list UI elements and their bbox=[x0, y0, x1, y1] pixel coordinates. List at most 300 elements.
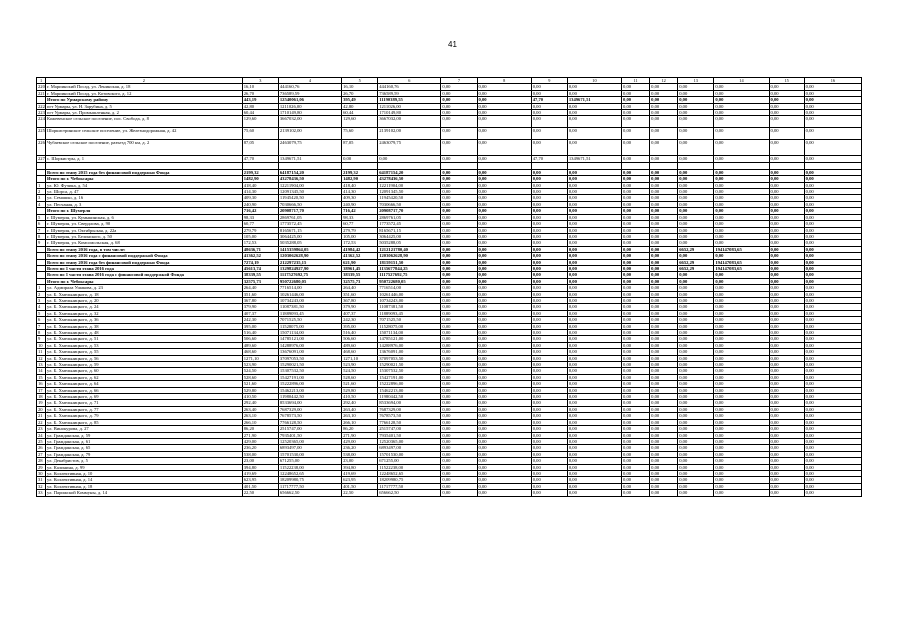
value-cell: 0,00 bbox=[678, 317, 714, 323]
value-cell: 0,00 bbox=[678, 483, 714, 489]
value-cell: 0,00 bbox=[477, 84, 531, 90]
value-cell: 0,00 bbox=[567, 297, 621, 303]
value-cell: 429,00 bbox=[342, 438, 378, 444]
value-cell: 0,00 bbox=[441, 374, 477, 380]
value-cell: 0,00 bbox=[622, 413, 650, 419]
row-number-cell: 17 bbox=[37, 387, 46, 393]
value-cell: 264,40 bbox=[342, 285, 378, 291]
value-cell: 7030666,50 bbox=[378, 201, 441, 207]
address-cell: ул. Б. Хмельницкого, д. 69 bbox=[46, 394, 243, 400]
address-cell: ул. Б. Хмельницкого, д. 79 bbox=[46, 413, 243, 419]
value-cell bbox=[342, 162, 378, 169]
value-cell: 0,00 bbox=[678, 426, 714, 432]
address-cell: ул. Адмирала Ушакова, д. 23 bbox=[46, 285, 243, 291]
value-cell: 489,60 bbox=[342, 342, 378, 348]
value-cell: 0,00 bbox=[622, 349, 650, 355]
value-cell: 0,00 bbox=[567, 458, 621, 464]
value-cell: 0,00 bbox=[531, 169, 567, 175]
value-cell: 0,00 bbox=[769, 156, 804, 162]
value-cell: 11945420,50 bbox=[378, 195, 441, 201]
address-cell: с. Шоркистры, д. 1 bbox=[46, 156, 243, 162]
value-cell: 521,60 bbox=[342, 381, 378, 387]
value-cell: 0,00 bbox=[769, 406, 804, 412]
value-cell: 0,00 bbox=[622, 464, 650, 470]
value-cell: 0,00 bbox=[769, 336, 804, 342]
value-cell: 0,00 bbox=[769, 214, 804, 220]
value-cell: 0,00 bbox=[477, 310, 531, 316]
address-cell: ул. Б. Хмельницкого, д. 51 bbox=[46, 336, 243, 342]
value-cell: 0,00 bbox=[678, 97, 714, 103]
value-cell bbox=[378, 162, 441, 169]
value-cell: 0,00 bbox=[769, 317, 804, 323]
value-cell: 8165671,15 bbox=[278, 227, 341, 233]
value-cell: 15462213,00 bbox=[278, 387, 341, 393]
value-cell: 0,00 bbox=[769, 272, 804, 278]
value-cell: 263,10 bbox=[242, 413, 278, 419]
value-cell: 0,00 bbox=[769, 477, 804, 483]
column-header: 10 bbox=[567, 78, 621, 84]
value-cell: 2869761,05 bbox=[278, 214, 341, 220]
value-cell: 16,10 bbox=[242, 84, 278, 90]
value-cell: 0,00 bbox=[714, 110, 769, 116]
value-cell: 0,00 bbox=[441, 156, 477, 162]
value-cell: 0,00 bbox=[804, 97, 861, 103]
address-cell: Всего по 1 части этапа 2016 года bbox=[46, 265, 243, 271]
value-cell: 0,00 bbox=[531, 195, 567, 201]
value-cell: 0,00 bbox=[769, 278, 804, 284]
value-cell: 0,00 bbox=[441, 304, 477, 310]
value-cell: 0,00 bbox=[678, 182, 714, 188]
value-cell: 0,00 bbox=[477, 304, 531, 310]
value-cell: 0,00 bbox=[622, 176, 650, 182]
value-cell: 0,00 bbox=[804, 140, 861, 156]
value-cell: 87,05 bbox=[342, 140, 378, 156]
value-cell bbox=[769, 162, 804, 169]
value-cell: 0,00 bbox=[678, 438, 714, 444]
value-cell: 0,00 bbox=[441, 342, 477, 348]
address-cell: Итого по г. Чебоксары bbox=[46, 278, 243, 284]
value-cell: 529,80 bbox=[342, 387, 378, 393]
value-cell bbox=[678, 162, 714, 169]
value-cell: 0,00 bbox=[622, 336, 650, 342]
value-cell: 0,00 bbox=[622, 470, 650, 476]
value-cell: 0,00 bbox=[678, 381, 714, 387]
value-cell: 443,19 bbox=[242, 97, 278, 103]
value-cell: 0,00 bbox=[531, 374, 567, 380]
value-cell: 0,00 bbox=[477, 490, 531, 496]
value-cell: 468,60 bbox=[342, 349, 378, 355]
value-cell: 0,00 bbox=[714, 342, 769, 348]
value-cell: 0,00 bbox=[477, 265, 531, 271]
value-cell: 1349671,51 bbox=[278, 156, 341, 162]
address-cell: Итого по Урмарскому району bbox=[46, 97, 243, 103]
value-cell: 0,00 bbox=[567, 368, 621, 374]
value-cell: 0,00 bbox=[567, 246, 621, 252]
value-cell: 0,00 bbox=[567, 176, 621, 182]
value-cell: 0,00 bbox=[477, 278, 531, 284]
value-cell: 0,00 bbox=[804, 278, 861, 284]
value-cell: 671255,00 bbox=[378, 458, 441, 464]
value-cell: 0,00 bbox=[678, 470, 714, 476]
value-cell: 0,00 bbox=[678, 368, 714, 374]
value-cell: 0,00 bbox=[477, 156, 531, 162]
value-cell: 8165671,15 bbox=[378, 227, 441, 233]
value-cell: 0,00 bbox=[441, 265, 477, 271]
value-cell bbox=[278, 162, 341, 169]
value-cell: 0,00 bbox=[650, 483, 678, 489]
value-cell: 1710149,80 bbox=[378, 110, 441, 116]
value-cell: 0,00 bbox=[477, 208, 531, 214]
value-cell: 0,00 bbox=[650, 176, 678, 182]
value-cell: 0,00 bbox=[567, 483, 621, 489]
value-cell: 37097053,50 bbox=[378, 355, 441, 361]
value-cell: 0,00 bbox=[477, 458, 531, 464]
value-cell: 0,00 bbox=[622, 458, 650, 464]
value-cell: 0,00 bbox=[678, 432, 714, 438]
row-number-cell: 3 bbox=[37, 195, 46, 201]
value-cell: 0,00 bbox=[650, 97, 678, 103]
address-cell: Всего по этапу 2016 года без финансовой поддержки Фонда bbox=[46, 259, 243, 265]
value-cell: 0,00 bbox=[622, 189, 650, 195]
address-cell: ул. Гражданская, д. 65 bbox=[46, 445, 243, 451]
address-cell: ул. Парижской Коммуны, д. 14 bbox=[46, 490, 243, 496]
value-cell: 264,40 bbox=[242, 285, 278, 291]
value-cell: 7071525,50 bbox=[278, 317, 341, 323]
value-cell: 0,00 bbox=[804, 342, 861, 348]
housing-register-table bbox=[36, 77, 862, 497]
value-cell bbox=[441, 162, 477, 169]
row-number-cell: 22 bbox=[37, 419, 46, 425]
value-cell: 14785121,00 bbox=[378, 336, 441, 342]
value-cell: 0,00 bbox=[441, 272, 477, 278]
value-cell: 0,00 bbox=[441, 387, 477, 393]
value-cell: 12248652,65 bbox=[278, 470, 341, 476]
value-cell: 0,00 bbox=[769, 368, 804, 374]
value-cell: 0,00 bbox=[441, 116, 477, 128]
value-cell: 0,00 bbox=[531, 278, 567, 284]
value-cell: 0,00 bbox=[714, 400, 769, 406]
value-cell: 0,00 bbox=[678, 445, 714, 451]
value-cell: 1211026,00 bbox=[278, 103, 341, 109]
value-cell bbox=[622, 162, 650, 169]
row-number-cell: 26 bbox=[37, 445, 46, 451]
value-cell: 0,00 bbox=[804, 426, 861, 432]
value-cell: 0,00 bbox=[714, 176, 769, 182]
value-cell: 1773572,45 bbox=[278, 221, 341, 227]
value-cell: 0,00 bbox=[650, 221, 678, 227]
value-cell: 0,00 bbox=[804, 445, 861, 451]
value-cell: 0,00 bbox=[650, 110, 678, 116]
value-cell: 0,00 bbox=[769, 201, 804, 207]
value-cell: 0,00 bbox=[622, 374, 650, 380]
value-cell: 0,00 bbox=[441, 432, 477, 438]
row-number-cell: 25 bbox=[37, 438, 46, 444]
value-cell: 0,00 bbox=[622, 432, 650, 438]
value-cell: 0,00 bbox=[622, 208, 650, 214]
value-cell: 0,00 bbox=[678, 330, 714, 336]
value-cell: 0,00 bbox=[622, 272, 650, 278]
address-cell: ул. Б. Хмельницкого, д. 32 bbox=[46, 310, 243, 316]
value-cell: 0,00 bbox=[441, 259, 477, 265]
value-cell: 7766128,50 bbox=[278, 419, 341, 425]
value-cell: 407,37 bbox=[342, 310, 378, 316]
row-number-cell: 30 bbox=[37, 470, 46, 476]
value-cell: 0,00 bbox=[477, 317, 531, 323]
value-cell bbox=[477, 162, 531, 169]
value-cell: 0,00 bbox=[378, 156, 441, 162]
value-cell: 0,00 bbox=[477, 246, 531, 252]
value-cell: 0,00 bbox=[714, 227, 769, 233]
value-cell: 14288976,00 bbox=[278, 342, 341, 348]
value-cell: 0,00 bbox=[769, 233, 804, 239]
value-cell: 0,00 bbox=[769, 265, 804, 271]
value-cell: 0,00 bbox=[650, 189, 678, 195]
value-cell: 0,00 bbox=[531, 368, 567, 374]
value-cell: 0,00 bbox=[477, 336, 531, 342]
value-cell: 75,60 bbox=[242, 128, 278, 140]
value-cell: 0,00 bbox=[531, 285, 567, 291]
value-cell: 64187154,20 bbox=[278, 169, 341, 175]
address-cell: ул. Б. Хмельницкого, д. 24 bbox=[46, 304, 243, 310]
value-cell: 0,00 bbox=[531, 90, 567, 96]
value-cell: 2463079,75 bbox=[278, 140, 341, 156]
value-cell: 0,00 bbox=[441, 233, 477, 239]
value-cell: 0,00 bbox=[714, 285, 769, 291]
value-cell: 0,00 bbox=[714, 419, 769, 425]
value-cell: 1329824927,90 bbox=[278, 265, 341, 271]
value-cell: 0,00 bbox=[678, 413, 714, 419]
value-cell: 0,00 bbox=[531, 323, 567, 329]
value-cell: 0,00 bbox=[441, 253, 477, 259]
value-cell: 0,00 bbox=[567, 304, 621, 310]
value-cell: 0,00 bbox=[441, 445, 477, 451]
value-cell: 129,60 bbox=[342, 116, 378, 128]
value-cell: 538,00 bbox=[242, 451, 278, 457]
value-cell: 395,49 bbox=[342, 97, 378, 103]
value-cell: 0,00 bbox=[769, 483, 804, 489]
value-cell: 0,00 bbox=[678, 342, 714, 348]
value-cell: 0,00 bbox=[567, 323, 621, 329]
value-cell: 524,50 bbox=[242, 368, 278, 374]
value-cell: 10261446,00 bbox=[378, 291, 441, 297]
value-cell: 0,00 bbox=[714, 97, 769, 103]
value-cell: 0,00 bbox=[678, 214, 714, 220]
value-cell: 0,00 bbox=[678, 90, 714, 96]
value-cell: 521,60 bbox=[242, 381, 278, 387]
value-cell: 14785121,00 bbox=[278, 336, 341, 342]
value-cell: 0,00 bbox=[622, 291, 650, 297]
address-cell: ул. Коллективная, д. 10 bbox=[46, 470, 243, 476]
row-number-cell: 33 bbox=[37, 490, 46, 496]
value-cell: 0,00 bbox=[567, 189, 621, 195]
value-cell: 0,00 bbox=[622, 310, 650, 316]
address-cell: Итого по г. Чебоксары bbox=[46, 176, 243, 182]
column-header: 4 bbox=[278, 78, 341, 84]
value-cell: 1773572,45 bbox=[378, 221, 441, 227]
address-cell: ул. Б. Хмельницкого, д. 53 bbox=[46, 342, 243, 348]
value-cell: 0,00 bbox=[622, 362, 650, 368]
value-cell: 0,00 bbox=[567, 464, 621, 470]
value-cell: 0,00 bbox=[531, 317, 567, 323]
value-cell: 0,00 bbox=[769, 438, 804, 444]
address-cell: ул. Б. Хмельницкого, д. 62 bbox=[46, 374, 243, 380]
value-cell: 242,30 bbox=[342, 317, 378, 323]
value-cell: 0,00 bbox=[804, 304, 861, 310]
value-cell: 0,00 bbox=[678, 103, 714, 109]
value-cell: 11889093,45 bbox=[278, 310, 341, 316]
value-cell: 0,00 bbox=[769, 208, 804, 214]
value-cell: 0,00 bbox=[714, 438, 769, 444]
value-cell: 0,00 bbox=[567, 201, 621, 207]
value-cell: 0,00 bbox=[567, 490, 621, 496]
value-cell: 0,00 bbox=[678, 451, 714, 457]
value-cell: 15701530,00 bbox=[278, 451, 341, 457]
value-cell: 0,00 bbox=[678, 336, 714, 342]
value-cell: 11980442,50 bbox=[278, 394, 341, 400]
value-cell: 0,00 bbox=[477, 368, 531, 374]
value-cell: 444160,76 bbox=[378, 84, 441, 90]
value-cell: 0,00 bbox=[567, 291, 621, 297]
value-cell: 0,00 bbox=[769, 304, 804, 310]
value-cell: 0,00 bbox=[531, 362, 567, 368]
value-cell: 0,00 bbox=[622, 265, 650, 271]
value-cell: 0,00 bbox=[622, 240, 650, 246]
value-cell: 15427191,00 bbox=[378, 374, 441, 380]
value-cell: 1203062628,90 bbox=[378, 253, 441, 259]
value-cell: 0,00 bbox=[804, 387, 861, 393]
row-number-cell: 9 bbox=[37, 240, 46, 246]
value-cell: 0,00 bbox=[714, 483, 769, 489]
address-cell: ул. Б. Хмельницкого, д. 77 bbox=[46, 406, 243, 412]
value-cell: 0,00 bbox=[622, 259, 650, 265]
value-cell: 10734243,00 bbox=[278, 297, 341, 303]
value-cell: 279,79 bbox=[242, 227, 278, 233]
value-cell: 0,00 bbox=[567, 240, 621, 246]
value-cell: 266,10 bbox=[342, 419, 378, 425]
address-cell: ул. Гражданская, д. 61 bbox=[46, 438, 243, 444]
table-row bbox=[37, 490, 862, 496]
value-cell: 523,90 bbox=[342, 362, 378, 368]
value-cell: 0,00 bbox=[531, 483, 567, 489]
value-cell: 0,00 bbox=[650, 128, 678, 140]
table-row bbox=[37, 116, 862, 128]
value-cell: 75,60 bbox=[342, 128, 378, 140]
value-cell: 0,00 bbox=[477, 116, 531, 128]
value-cell: 0,00 bbox=[477, 362, 531, 368]
value-cell: 489,60 bbox=[242, 342, 278, 348]
value-cell: 0,00 bbox=[650, 304, 678, 310]
value-cell: 394,80 bbox=[342, 464, 378, 470]
value-cell: 0,00 bbox=[531, 342, 567, 348]
value-cell: 18209980,75 bbox=[278, 477, 341, 483]
value-cell: 623,95 bbox=[242, 477, 278, 483]
value-cell: 0,00 bbox=[477, 110, 531, 116]
value-cell: 0,00 bbox=[477, 97, 531, 103]
value-cell: 0,00 bbox=[622, 278, 650, 284]
value-cell: 528,60 bbox=[242, 374, 278, 380]
value-cell: 414,30 bbox=[342, 189, 378, 195]
value-cell: 0,00 bbox=[714, 169, 769, 175]
value-cell: 0,00 bbox=[441, 336, 477, 342]
value-cell bbox=[714, 162, 769, 169]
value-cell: 0,00 bbox=[714, 330, 769, 336]
row-number-cell: 23 bbox=[37, 426, 46, 432]
value-cell: 0,00 bbox=[650, 451, 678, 457]
value-cell: 0,00 bbox=[769, 140, 804, 156]
value-cell: 0,00 bbox=[714, 310, 769, 316]
value-cell: 0,00 bbox=[714, 189, 769, 195]
value-cell: 0,00 bbox=[804, 406, 861, 412]
value-cell: 0,00 bbox=[714, 336, 769, 342]
address-cell: г. Шумерля, ул. Октябрьская, д. 22а bbox=[46, 227, 243, 233]
value-cell: 7030666,50 bbox=[278, 201, 341, 207]
value-cell: 0,00 bbox=[804, 394, 861, 400]
column-header: 2 bbox=[46, 78, 243, 84]
value-cell: 0,00 bbox=[567, 413, 621, 419]
value-cell: 716,42 bbox=[342, 208, 378, 214]
column-header: 6 bbox=[378, 78, 441, 84]
value-cell: 0,00 bbox=[567, 116, 621, 128]
value-cell: 0,00 bbox=[622, 128, 650, 140]
value-cell: 0,00 bbox=[531, 240, 567, 246]
value-cell bbox=[531, 162, 567, 169]
value-cell: 0,00 bbox=[769, 426, 804, 432]
value-cell: 7766128,50 bbox=[378, 419, 441, 425]
value-cell: 0,00 bbox=[567, 406, 621, 412]
value-cell: 0,00 bbox=[804, 291, 861, 297]
value-cell: 0,00 bbox=[441, 195, 477, 201]
value-cell: 0,00 bbox=[804, 451, 861, 457]
value-cell: 0,00 bbox=[769, 387, 804, 393]
value-cell: 0,00 bbox=[678, 110, 714, 116]
value-cell: 0,00 bbox=[531, 349, 567, 355]
value-cell: 11190389,55 bbox=[378, 97, 441, 103]
value-cell: 15701530,00 bbox=[378, 451, 441, 457]
value-cell: 11889093,45 bbox=[378, 310, 441, 316]
value-cell: 15307532,50 bbox=[278, 368, 341, 374]
value-cell: 506,60 bbox=[342, 336, 378, 342]
value-cell: 0,00 bbox=[622, 84, 650, 90]
value-cell: 0,00 bbox=[769, 349, 804, 355]
value-cell: 11522238,00 bbox=[278, 464, 341, 470]
value-cell: 528,60 bbox=[342, 374, 378, 380]
value-cell: 0,00 bbox=[678, 221, 714, 227]
value-cell: 263,40 bbox=[242, 406, 278, 412]
value-cell: 0,00 bbox=[441, 419, 477, 425]
value-cell: 0,00 bbox=[477, 419, 531, 425]
value-cell: 0,00 bbox=[531, 110, 567, 116]
address-cell: ул. Б. Хмельницкого, д. 48 bbox=[46, 330, 243, 336]
value-cell: 0,00 bbox=[441, 477, 477, 483]
value-cell: 0,00 bbox=[678, 201, 714, 207]
value-cell: 0,00 bbox=[622, 406, 650, 412]
value-cell: 0,00 bbox=[769, 103, 804, 109]
address-cell: ул. Гражданская, д. 79 bbox=[46, 451, 243, 457]
row-number-cell: 227 bbox=[38, 156, 45, 162]
value-cell: 172,53 bbox=[242, 240, 278, 246]
value-cell: 419,69 bbox=[242, 470, 278, 476]
value-cell: 0,00 bbox=[622, 103, 650, 109]
value-cell: 0,00 bbox=[650, 103, 678, 109]
value-cell: 0,00 bbox=[531, 291, 567, 297]
value-cell: 0,00 bbox=[678, 323, 714, 329]
value-cell: 0,00 bbox=[567, 451, 621, 457]
value-cell: 0,00 bbox=[567, 214, 621, 220]
value-cell: 0,00 bbox=[804, 240, 861, 246]
value-cell: 0,00 bbox=[650, 330, 678, 336]
value-cell: 98,33 bbox=[342, 214, 378, 220]
value-cell: 0,00 bbox=[650, 464, 678, 470]
